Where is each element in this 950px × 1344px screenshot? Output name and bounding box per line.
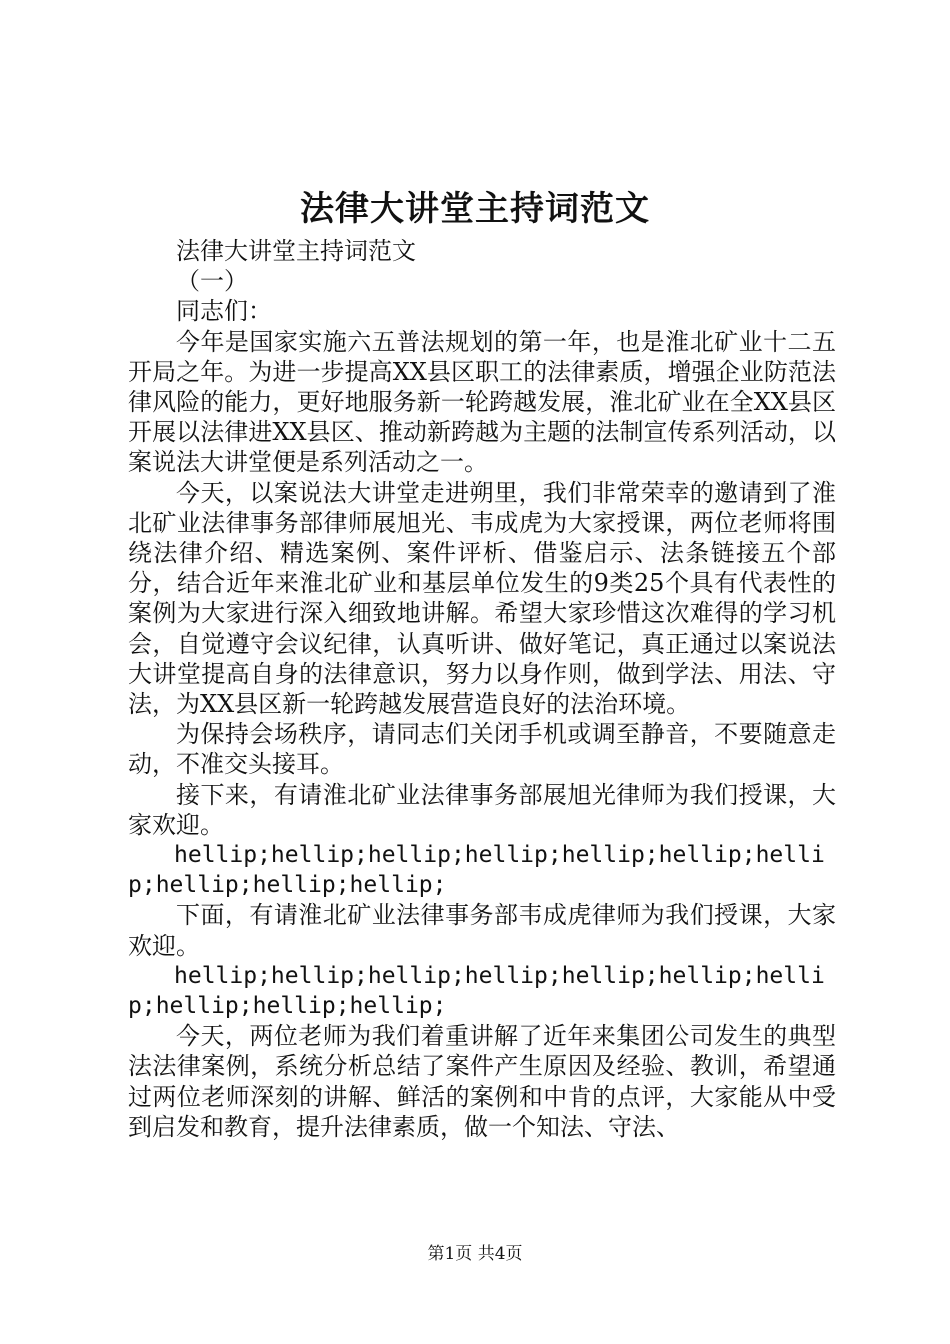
intro-paragraph: 今年是国家实施六五普法规划的第一年，也是淮北矿业十二五开局之年。为进一步提高XX县区职工的法律素质，增强企业防范法律风险的能力，更好地服务新一轮跨越发展，淮北矿业在全XX县区开展以法律进XX县区、推动新跨越为主题的法制宣传系列活动，以案说法大讲堂便是系列活动之一。 xyxy=(128,327,836,477)
ellipsis-paragraph: hellip;hellip;hellip;hellip;hellip;hellip;hellip;hellip;hellip;hellip; xyxy=(128,962,825,1020)
document-body xyxy=(128,236,836,1142)
summary-paragraph: 今天，两位老师为我们着重讲解了近年来集团公司发生的典型法法律案例，系统分析总结了案件产生原因及经验、教训，希望通过两位老师深刻的讲解、鲜活的案例和中肯的点评，大家能从中受到启发和教育，提升法律素质，做一个知法、守法、 xyxy=(128,1022,836,1141)
first-speaker-paragraph: 接下来，有请淮北矿业法律事务部展旭光律师为我们授课，大家欢迎。 xyxy=(128,780,836,839)
lecture-introduction-paragraph: 今天，以案说法大讲堂走进朔里，我们非常荣幸的邀请到了淮北矿业法律事务部律师展旭光、韦成虎为大家授课，两位老师将围绕法律介绍、精选案例、案件评析、借鉴启示、法条链接五个部分，结合近年来淮北矿业和基层单位发生的9类25个具有代表性的案例为大家进行深入细致地讲解。希望大家珍惜这次难得的学习机会，自觉遵守会议纪律，认真听讲、做好笔记，真正通过以案说法大讲堂提高自身的法律意识，努力以身作则，做到学法、用法、守法，为XX县区新一轮跨越发展营造良好的法治环境。 xyxy=(128,478,836,719)
second-speaker-paragraph: 下面，有请淮北矿业法律事务部韦成虎律师为我们授课，大家欢迎。 xyxy=(128,901,836,960)
section-number-paragraph: （一） xyxy=(176,267,248,296)
document-title: 法律大讲堂主持词范文 xyxy=(300,189,650,229)
salutation-paragraph: 同志们： xyxy=(176,297,272,326)
venue-order-paragraph: 为保持会场秩序，请同志们关闭手机或调至静音，不要随意走动，不准交头接耳。 xyxy=(128,720,836,779)
page-number-footer: 第1页 共4页 xyxy=(427,1244,523,1264)
ellipsis-paragraph: hellip;hellip;hellip;hellip;hellip;hellip;hellip;hellip;hellip;hellip; xyxy=(128,842,825,899)
subtitle-paragraph: 法律大讲堂主持词范文 xyxy=(176,237,416,265)
